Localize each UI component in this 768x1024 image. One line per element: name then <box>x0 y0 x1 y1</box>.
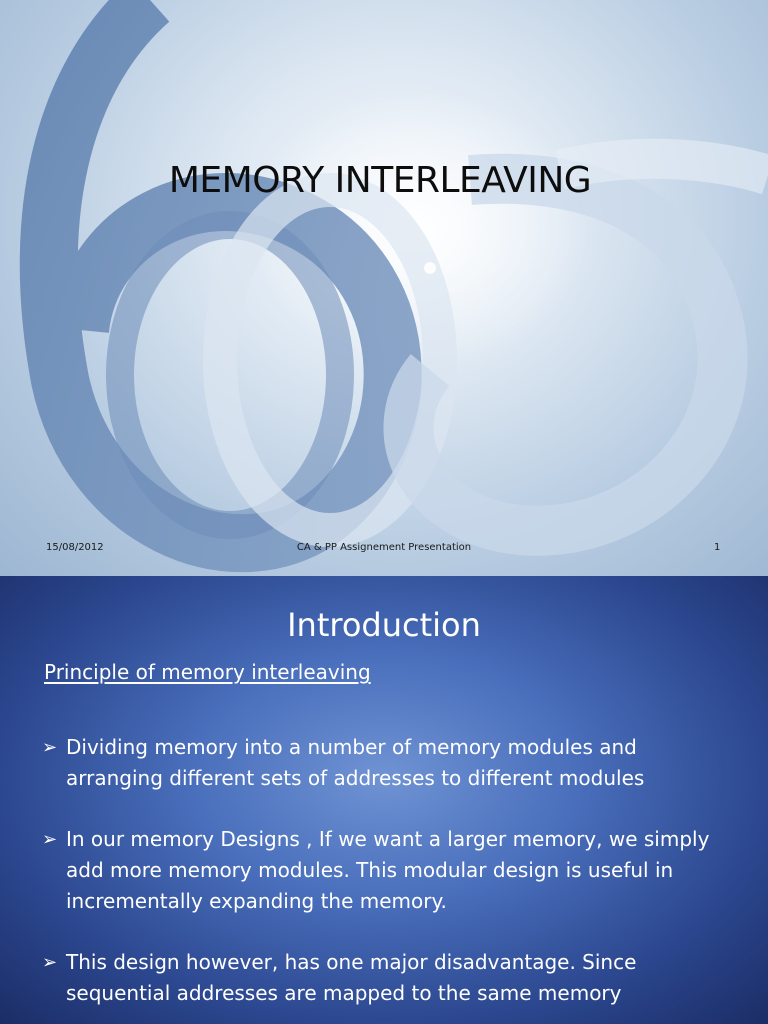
slide-subtitle: Principle of memory interleaving <box>44 660 371 684</box>
bullet-text: Dividing memory into a number of memory modules and arranging different sets of addresses to different modules <box>66 735 645 790</box>
arrow-bullet-icon: ➢ <box>42 737 58 758</box>
bullet-item <box>40 947 740 1009</box>
slide-title: MEMORY INTERLEAVING <box>168 160 592 201</box>
bullet-text: In our memory Designs , If we want a larger memory, we simply add more memory modules. This modular design is useful in incrementally expanding the memory. <box>66 827 710 913</box>
arrow-bullet-icon: ➢ <box>42 829 58 850</box>
bullet-item <box>40 824 740 917</box>
footer-date: 15/08/2012 <box>46 542 104 553</box>
footer-caption: CA & PP Assignement Presentation <box>296 542 472 553</box>
slide-title: Introduction <box>287 606 481 644</box>
arrow-bullet-icon: ➢ <box>42 952 58 973</box>
bullet-list <box>40 732 740 1024</box>
bullet-item <box>40 732 740 794</box>
bullet-text: This design however, has one major disadvantage. Since sequential addresses are mapped to the same memory <box>66 950 637 1005</box>
introduction-slide <box>0 576 768 1024</box>
slide-number: 1 <box>714 542 721 553</box>
